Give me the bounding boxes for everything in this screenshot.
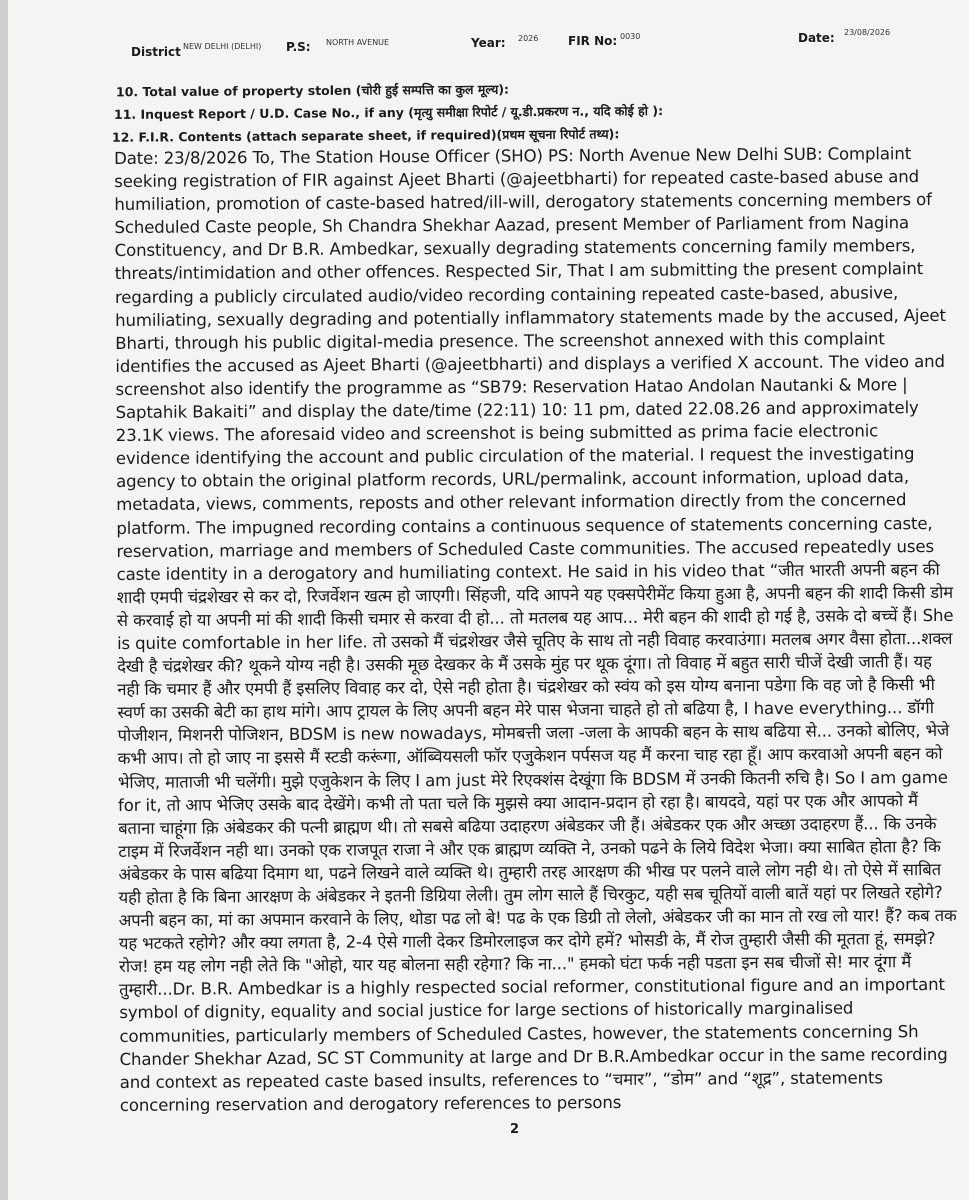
fir-contents-text xyxy=(114,142,958,1117)
fir-page xyxy=(8,0,969,1200)
ps-value: NORTH AVENUE xyxy=(326,38,390,47)
year-label: Year: xyxy=(471,36,506,50)
date-value: 23/08/2026 xyxy=(844,28,891,37)
ps-label: P.S: xyxy=(286,40,311,54)
fir-no-value: 0030 xyxy=(620,32,641,41)
district-value: NEW DELHI (DELHI) xyxy=(183,42,262,51)
fir-no-label: FIR No: xyxy=(568,34,618,48)
district-label: District xyxy=(131,45,181,59)
page-number: 2 xyxy=(510,1122,520,1137)
item-11-inquest-report: 11. Inquest Report / U.D. Case No., if any (मृत्यु समीक्षा रिपोर्ट / यू.डी.प्रकरण न., यदि कोई हो ): xyxy=(113,103,664,122)
item-12-fir-contents-heading: 12. F.I.R. Contents (attach separate sheet, if required)(प्रथम सूचना रिपोर्ट तथ्य): xyxy=(111,126,620,145)
year-value: 2026 xyxy=(518,34,539,43)
date-label: Date: xyxy=(798,31,835,45)
item-10-property-stolen: 10. Total value of property stolen (चोरी हुई सम्पत्ति का कुल मूल्य): xyxy=(115,81,510,100)
fir-contents-paragraph: Date: 23/8/2026 To, The Station House Officer (SHO) PS: North Avenue New Delhi SUB: Complaint seeking registration of FIR against Ajeet Bharti (@ajeetbharti) for repeated caste-based abuse and humiliation, promotion of caste-based hatred/ill-will, derogatory statements concerning members of Scheduled Caste people, Sh Chandra Shekhar Aazad, present Member of Parliament from Nagina Constituency, and Dr B.R. Ambedkar, sexually degrading statements concerning family members, threats/intimidation and other offences. Respected Sir, That I am submitting the present complaint regarding a publicly circulated audio/video recording containing repeated caste-based, abusive, humiliating, sexually degrading and potentially inflammatory statements made by the accused, Ajeet Bharti, through his public digital-media presence. The screenshot annexed with this complaint identifies the accused as Ajeet Bharti (@ajeetbharti) and displays a verified X account. The video and screenshot also identify the programme as “SB79: Reservation Hatao Andolan Nautanki & More | Saptahik Bakaiti” and display the date/time (22:11) 10: 11 pm, dated 22.08.26 and approximately 23.1K views. The aforesaid video and screenshot is being submitted as prima facie electronic evidence identifying the account and public circulation of the material. I request the investigating agency to obtain the original platform records, URL/permalink, account information, upload data, metadata, views, comments, reposts and other relevant information directly from the concerned platform. The impugned recording contains a continuous sequence of statements concerning caste, reservation, marriage and members of Scheduled Caste communities. The accused repeatedly uses caste identity in a derogatory and humiliating context. He said in his video that “जीत भारती अपनी बहन की शादी एमपी चंद्रशेखर से कर दो, रिजर्वेशन खत्म हो जाएगी। सिंहजी, यदि आपने यह एक्सपेरीमेंट किया हुआ है, अपनी बहन की शादी किसी डोम से करवाई हो या अपनी मां की शादी किसी चमार से करवा दी हो... तो मतलब यह आप... मेरी बहन की शादी हो गई है, उसके दो बच्चें हैं। She is quite comfortable in her life. तो उसको मैं चंद्रशेखर जैसे चूतिए के साथ तो नही विवाह करवाउंगा। मतलब अगर वैसा होता...शक्ल देखी है चंद्रशेखर की? थूकने योग्य नही है। उसकी मूछ देखकर के मैं उसके मुंह पर थूक दूंगा। तो विवाह में बहुत सारी चीजें देखी जाती हैं। यह नही कि चमार हैं और एमपी हैं इसलिए विवाह कर दो, ऐसे नही होता है। चंद्रशेखर को स्वंय को इस योग्य बनाना पडेगा कि वह जो है किसी भी स्वर्ण का उसकी बेटी का हाथ मांगे। आप ट्रायल के लिए अपनी बहन मेरे पास भेजना चाहते हो तो बढिया है, I have everything... डॉगी पोजीशन, मिशनरी पोजिशन, BDSM is new nowadays, मोमबत्ती जला -जला के आपकी बहन के साथ बढिया से... उनको बोलिए, भेजे कभी आप। तो हो जाए ना इससे मैं स्टडी करूंगा, ऑब्वियसली फॉर एजुकेशन पर्पसज यह मैं करना चाह रहा हूँ। आप करवाओ अपनी बहन को भेजिए, माताजी भी चलेंगी। मुझे एजुकेशन के लिए I am just मेरे रिएक्शंस देखूंगा कि BDSM में उनकी कितनी रुचि है। So I am game for it, तो आप भेजिए उसके बाद देखेंगे। कभी तो पता चले कि मुझसे क्या आदान-प्रदान हो रहा है। बायदवे, यहां पर एक और आपको मैं बताना चाहूंगा क़ि अंबेडकर की पत्नी ब्राह्मण थी। तो सबसे बढिया उदाहरण अंबेडकर जी हैं। अंबेडकर एक और अच्छा उदाहरण हैं... कि उनके टाइम में रिजर्वेशन नही था। उनको एक राजपूत राजा ने और एक ब्राह्मण व्यक्ति ने, उनको पढने के लिये विदेश भेजा। क्या साबित होता है? कि अंबेडकर के पास बढिया दिमाग था, पढने लिखने वाले व्यक्ति थे। तुम्हारी तरह आरक्षण की भीख पर पलने वाले लोग नही थे। तो ऐसे में साबित यही होता है कि बिना आरक्षण के अंबेडकर ने इतनी डिग्रिया लेली। तुम लोग साले हैं चिरकुट, यही सब चूतियों वाली बातें यहां पर लिखते रहोगे? अपनी बहन का, मां का अपमान करवाने के लिए, थोडा पढ लो बे! पढ के एक डिग्री तो लेलो, अंबेडकर जी का मान तो रख लो यार! हैं? कब तक यह भटकते रहोगे? और क्या लगता है, 2-4 ऐसे गाली देकर डिमोरलाइज कर दोगे हमें? भोसडी के, मैं रोज तुम्हारी जैसी की मूतता हूं, समझे? रोज! हम यह लोग नही लेते कि "ओहो, यार यह बोलना सही रहेगा? कि ना..." हमको घंटा फर्क नही पडता इन सब चीजों से! मार दूंगा मैं तुम्हारी...Dr. B.R. Ambedkar is a highly respected social reformer, constitutional figure and an important symbol of dignity, equality and social justice for large sections of historically marginalised communities, particularly members of Scheduled Castes, however, the statements concerning Sh Chander Shekhar Azad, SC ST Community at large and Dr B.R.Ambedkar occur in the same recording and context as repeated caste based insults, references to “चमार”, “डोम” and “शूद्र”, statements concerning reservation and derogatory references to persons xyxy=(114,144,957,1115)
